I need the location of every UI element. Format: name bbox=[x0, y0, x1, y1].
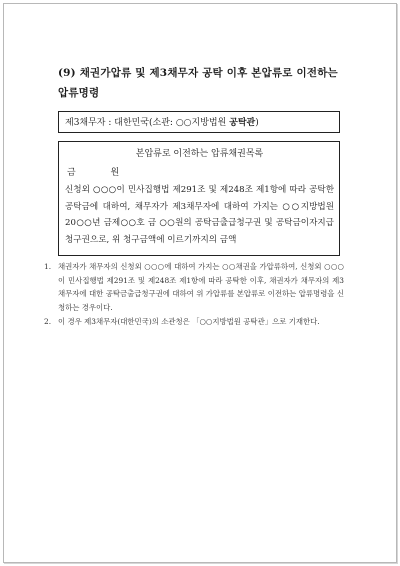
note-number: 2. bbox=[44, 317, 52, 327]
note-text: 채권자가 채무자의 신청외 ○○○에 대하여 가지는 ○○채권을 가압류하여, 신청외 ○○○이 민사집행법 제291조 및 제248조 제1항에 따라 공탁한 이후, 채권자가 채무자의 제3채무자에 대한 공탁금출급청구권에 대하여 위 가압류를 본압류로 이전하는 압류명령을 신청하는 경우이다. bbox=[58, 262, 344, 312]
note-item bbox=[44, 315, 344, 329]
section-heading bbox=[58, 63, 358, 103]
notes-section bbox=[44, 260, 344, 330]
section-heading-line1: (9) 채권가압류 및 제3채무자 공탁 이후 본압류로 이전하는 bbox=[58, 67, 338, 79]
seizure-list-title: 본압류로 이전하는 압류채권목록 bbox=[135, 149, 264, 159]
third-debtor-box bbox=[58, 111, 340, 133]
amount-label: 금 원 bbox=[67, 168, 136, 178]
third-debtor-suffix: ) bbox=[255, 118, 259, 128]
third-debtor-label: 제3채무자 : 대한민국(소관: ○○지방법원 bbox=[65, 118, 230, 128]
section-heading-line2: 압류명령 bbox=[58, 87, 100, 99]
third-debtor-court: 공탁관 bbox=[229, 118, 256, 128]
note-text: 이 경우 제3채무자(대한민국)의 소관청은 「○○지방법원 공탁관」으로 기재한다. bbox=[58, 317, 320, 327]
note-item bbox=[44, 260, 344, 314]
seizure-list-box bbox=[58, 141, 340, 256]
seizure-list-body: 신청외 ○○○이 민사집행법 제291조 및 제248조 제1항에 따라 공탁한 공탁금에 대하여, 채무자가 제3채무자에 대하여 가지는 ○○지방법원 20○○년 금제○○호 금 ○○원의 공탁금출급청구권 및 공탁금이자지급청구권으로, 위 청구금액에 이르기까지의 금액 bbox=[65, 185, 334, 245]
note-number: 1. bbox=[44, 262, 52, 271]
